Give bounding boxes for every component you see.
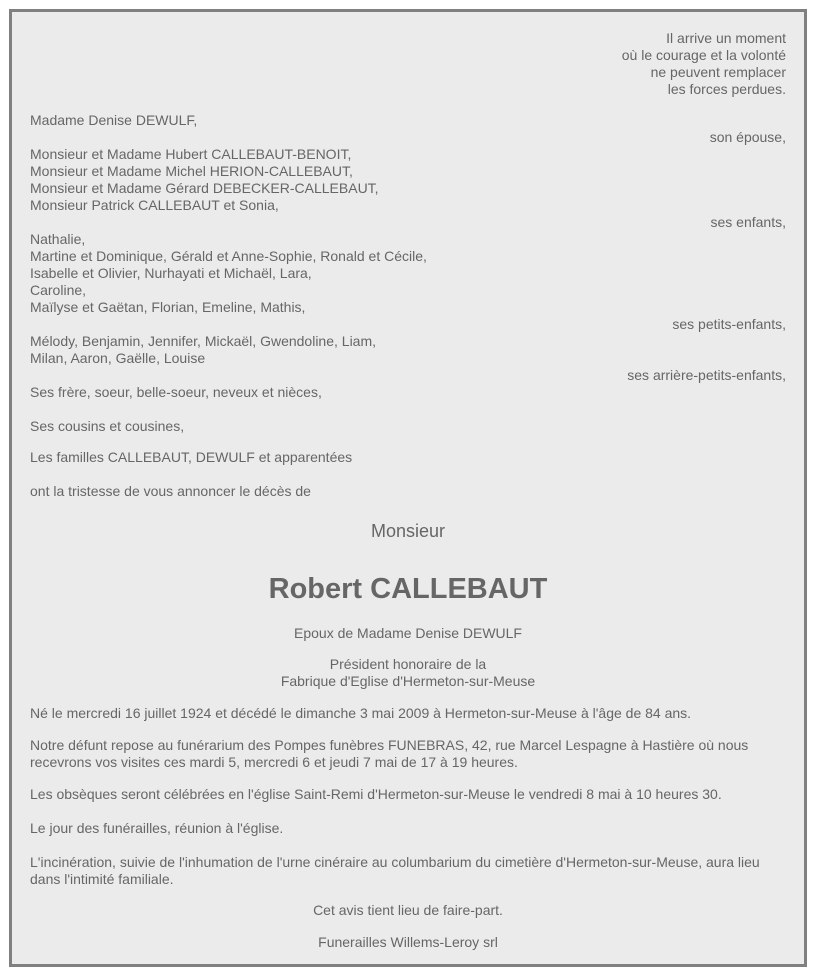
spouse-role: son épouse, — [709, 129, 786, 145]
grandchildren-role: ses petits-enfants, — [672, 316, 786, 332]
cremation-line: dans l'intimité familiale. — [30, 871, 174, 887]
funeral-line: Les obsèques seront célébrées en l'église Saint-Remi d'Hermeton-sur-Meuse le vendredi 8 mai à 10 heures 30. — [30, 786, 722, 802]
cremation-paragraph — [30, 854, 760, 888]
great-grandchild-line: Milan, Aaron, Gaëlle, Louise — [30, 350, 206, 366]
honor-line: Fabrique d'Eglise d'Hermeton-sur-Meuse — [280, 673, 536, 689]
obituary-notice — [9, 9, 807, 967]
born-died-line: Né le mercredi 16 juillet 1924 et décédé le dimanche 3 mai 2009 à Hermeton-sur-Meuse à l'âge de 84 ans. — [30, 705, 692, 721]
deceased-name: Robert CALLEBAUT — [268, 573, 548, 605]
great-grandchildren-role: ses arrière-petits-enfants, — [627, 367, 786, 383]
honor-block — [12, 656, 804, 690]
grandchild-line: Nathalie, — [30, 231, 86, 247]
cremation-line: L'incinération, suivie de l'inhumation de l'urne cinéraire au columbarium du cimetière d'Hermeton-sur-Meuse, aura lieu — [30, 854, 760, 870]
siblings-line: Ses frère, soeur, belle-soeur, neveux et nièces, — [30, 384, 322, 400]
child-line: Monsieur et Madame Michel HERION-CALLEBAUT, — [30, 163, 353, 179]
great-grandchild-line: Mélody, Benjamin, Jennifer, Mickaël, Gwendoline, Liam, — [30, 333, 377, 349]
honor-line: Président honoraire de la — [329, 656, 487, 672]
child-line: Monsieur et Madame Gérard DEBECKER-CALLEBAUT, — [30, 180, 379, 196]
quote-line: les forces perdues. — [667, 81, 786, 97]
deceased-title: Monsieur — [370, 521, 446, 541]
grandchildren-list — [30, 231, 427, 316]
quote-line: où le courage et la volonté — [621, 47, 786, 63]
rest-line: Notre défunt repose au funérarium des Pompes funèbres FUNEBRAS, 42, rue Marcel Lespagne à Hastière où nous — [30, 737, 749, 753]
grandchild-line: Martine et Dominique, Gérald et Anne-Sophie, Ronald et Cécile, — [30, 248, 427, 264]
grandchild-line: Caroline, — [30, 282, 87, 298]
epigraph-quote — [622, 30, 786, 98]
grandchild-line: Isabelle et Olivier, Nurhayati et Michaël, Lara, — [30, 265, 312, 281]
children-list — [30, 146, 379, 214]
families-line: Les familles CALLEBAUT, DEWULF et apparentées — [30, 449, 353, 465]
grandchild-line: Maïlyse et Gaëtan, Florian, Emeline, Mathis, — [30, 299, 306, 315]
great-grandchildren-list — [30, 333, 376, 367]
notice-line: Cet avis tient lieu de faire-part. — [313, 902, 503, 918]
child-line: Monsieur et Madame Hubert CALLEBAUT-BENOIT, — [30, 146, 352, 162]
cousins-line: Ses cousins et cousines, — [30, 418, 185, 434]
meeting-line: Le jour des funérailles, réunion à l'église. — [30, 820, 284, 836]
children-role: ses enfants, — [710, 214, 786, 230]
rest-paragraph — [30, 737, 748, 771]
spouse-name: Madame Denise DEWULF, — [30, 112, 198, 128]
announcement-line: ont la tristesse de vous annoncer le décès de — [30, 483, 311, 499]
rest-line: recevrons vos visites ces mardi 5, mercredi 6 et jeudi 7 mai de 17 à 19 heures. — [30, 754, 518, 770]
quote-line: Il arrive un moment — [666, 30, 786, 46]
funeral-home-line: Funerailles Willems-Leroy srl — [318, 934, 498, 950]
child-line: Monsieur Patrick CALLEBAUT et Sonia, — [30, 197, 279, 213]
quote-line: ne peuvent remplacer — [650, 64, 786, 80]
spouse-of-line: Epoux de Madame Denise DEWULF — [294, 625, 522, 641]
